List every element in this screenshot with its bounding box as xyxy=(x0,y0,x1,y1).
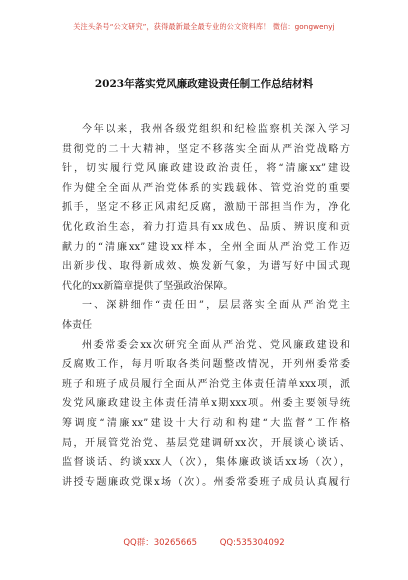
document-title: 2023年落实党风廉政建设责任制工作总结材料 xyxy=(94,78,314,90)
qq-group-number: QQ群：30265665 xyxy=(123,538,198,548)
body-line: 针，切实履行党风廉政建设政治责任，将“清廉xx”建设 xyxy=(62,163,350,175)
body-line: 局，开展管党治党、基层党建调研xx次，开展谈心谈话、 xyxy=(62,437,350,449)
body-line: 代化的xx新篇章提供了坚强政治保障。 xyxy=(62,280,234,292)
qq-contact-number: QQ:535304092 xyxy=(219,538,285,548)
body-line: 出新步伐、取得新成效、焕发新气象，为谱写好中国式现 xyxy=(62,261,350,273)
body-line: 讲授专题廉政党课x场（次）。州委常委班子成员认真履行 xyxy=(62,476,350,488)
section-heading-line: 一、深耕细作“责任田”，层层落实全面从严治党主 xyxy=(82,300,350,312)
body-line: 今年以来，我州各级党组织和纪检监察机关深入学习 xyxy=(82,124,350,135)
body-line: 抓手，坚定不移正风肃纪反腐，激励干部担当作为，净化 xyxy=(62,202,350,214)
top-banner: 关注头条号“公文研究”，获得最新最全最专业的公文资料库！ 微信：gongwenyj xyxy=(73,22,335,31)
body-line: 作为健全全面从严治党体系的实践载体、管党治党的重要 xyxy=(62,182,350,194)
body-line: 献力的“清廉xx”建设xx样本，全州全面从严治党工作迈 xyxy=(62,241,350,253)
body-line: 反腐败工作，每月听取各类问题整改情况，开列州委常委 xyxy=(62,359,350,371)
footer-contact xyxy=(0,536,408,548)
body-line: 优化政治生态，着力打造具有xx成色、品质、辨识度和贡 xyxy=(62,221,350,233)
document-body xyxy=(62,120,350,492)
section-heading-line: 体责任 xyxy=(62,319,92,331)
body-line: 发党风廉政建设主体责任清单x期xxx项。州委主要领导统 xyxy=(62,398,350,410)
body-line: 州委常委会xx次研究全面从严治党、党风廉政建设和 xyxy=(82,339,350,351)
body-line: 筹调度“清廉xx”建设十大行动和构建“大监督”工作格 xyxy=(62,417,350,429)
body-line: 贯彻党的二十大精神，坚定不移落实全面从严治党战略方 xyxy=(62,143,350,155)
body-line: 班子和班子成员履行全面从严治党主体责任清单xxx项，派 xyxy=(62,378,350,390)
body-line: 监督谈话、约谈xxx人（次），集体廉政谈话xx场（次）， xyxy=(62,457,350,469)
